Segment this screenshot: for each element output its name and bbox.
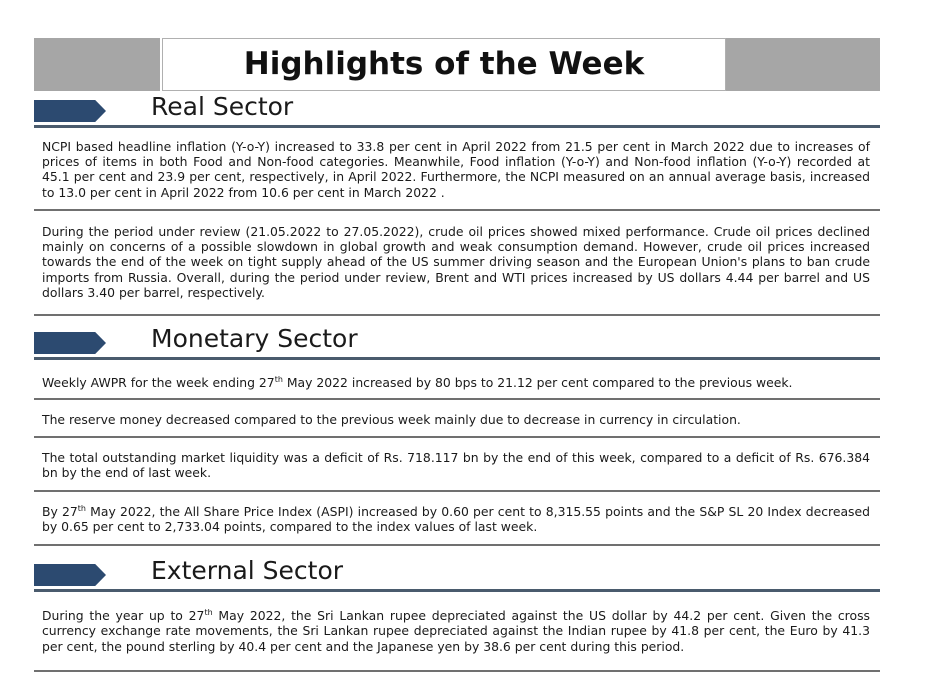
text-part: Weekly AWPR for the week ending 27 bbox=[42, 375, 275, 391]
superscript: th bbox=[77, 504, 86, 513]
paragraph-crude-oil: During the period under review (21.05.2022 to 27.05.2022), crude oil prices showed mixed performance. Crude oil prices declined mainly on concerns of a possible slowdown in global growth and weak consumption demand. However, crude oil prices increased towards the end of the week on tight supply ahead of the US summer driving season and the European Union's plans to ban crude imports from Russia. Overall, during the period under review, Brent and WTI prices increased by US dollars 4.44 per barrel and US dollars 3.40 per barrel, respectively. bbox=[42, 224, 870, 300]
divider bbox=[34, 670, 880, 672]
paragraph-liquidity: The total outstanding market liquidity was a deficit of Rs. 718.117 bn by the end of this week, compared to a deficit of Rs. 676.384 bn by the end of last week. bbox=[42, 450, 870, 481]
text-part: May 2022, the All Share Price Index (ASPI) increased by 0.60 per cent to 8,315.55 points and the S&P SL 20 Index decreased by 0.65 per cent to 2,733.04 points, compared to the index values of last week. bbox=[42, 504, 870, 535]
text-part: May 2022, the Sri Lankan rupee depreciated against the US dollar by 44.2 per cent. Given the cross currency exchange rate movements, the Sri Lankan rupee depreciated against the Indian rupee by 41.8 per cent, the Euro by 41.3 per cent, the pound sterling by 40.4 per cent and the Japanese yen by 38.6 per cent during this period. bbox=[42, 608, 870, 654]
text-part: May 2022 increased by 80 bps to 21.12 per cent compared to the previous week. bbox=[282, 375, 793, 391]
section-title: Real Sector bbox=[151, 92, 294, 121]
divider bbox=[34, 490, 880, 492]
text-part: By 27 bbox=[42, 504, 78, 520]
section-title: Monetary Sector bbox=[151, 324, 358, 353]
paragraph-awpr bbox=[42, 372, 870, 390]
banner-left-block bbox=[34, 38, 160, 91]
paragraph-inflation: NCPI based headline inflation (Y-o-Y) increased to 33.8 per cent in April 2022 from 21.5 per cent in March 2022 due to increases of prices of items in both Food and Non-food categories. Meanwhile, Food inflation (Y-o-Y) and Non-food inflation (Y-o-Y) recorded at 45.1 per cent and 23.9 per cent, respectively, in April 2022. Furthermore, the NCPI measured on an annual average basis, increased to 13.0 per cent in April 2022 from 10.6 per cent in March 2022 . bbox=[42, 139, 870, 200]
section-rule bbox=[34, 125, 880, 128]
superscript: th bbox=[204, 608, 213, 617]
text-part: During the year up to 27 bbox=[42, 608, 205, 624]
arrow-icon bbox=[34, 564, 106, 586]
divider bbox=[34, 314, 880, 316]
superscript: th bbox=[274, 375, 283, 384]
arrow-icon bbox=[34, 100, 106, 122]
section-rule bbox=[34, 589, 880, 592]
arrow-icon bbox=[34, 332, 106, 354]
section-header-external-sector bbox=[34, 556, 880, 592]
divider bbox=[34, 398, 880, 400]
title-banner bbox=[34, 38, 880, 91]
divider bbox=[34, 209, 880, 211]
divider bbox=[34, 436, 880, 438]
section-title: External Sector bbox=[151, 556, 344, 585]
section-header-real-sector bbox=[34, 92, 880, 128]
section-header-monetary-sector bbox=[34, 324, 880, 360]
divider bbox=[34, 544, 880, 546]
paragraph-exchange-rate bbox=[42, 605, 870, 654]
paragraph-aspi bbox=[42, 501, 870, 535]
section-rule bbox=[34, 357, 880, 360]
paragraph-reserve-money: The reserve money decreased compared to the previous week mainly due to decrease in currency in circulation. bbox=[42, 412, 741, 427]
page-title: Highlights of the Week bbox=[162, 38, 726, 91]
banner-right-block bbox=[726, 38, 880, 91]
